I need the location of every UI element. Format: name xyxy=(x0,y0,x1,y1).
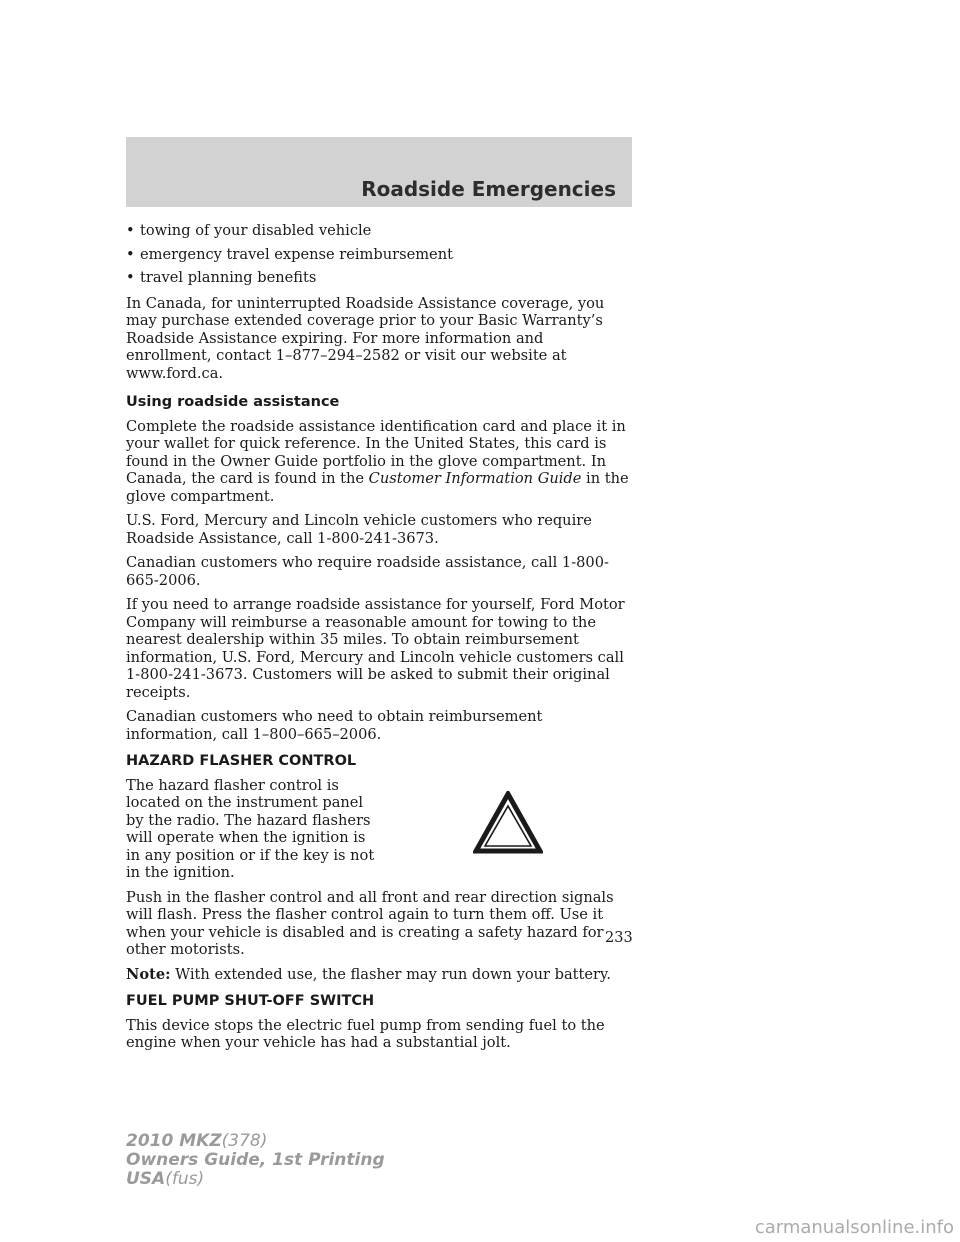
reimbursement-paragraph: If you need to arrange roadside assistance for yourself, Ford Motor Company will reimburse a reasonable amount for towing to the nearest dealership within 35 miles. To obtain reimbursement information, U.S. Ford, Mercury and Lincoln vehicle customers call 1-800-241-3673. Customers will be asked to submit their original receipts. xyxy=(126,596,625,701)
benefits-list xyxy=(126,222,632,287)
footer-model: 2010 MKZ xyxy=(126,1131,222,1151)
hazard-triangle-icon xyxy=(473,791,543,855)
hazard-note xyxy=(126,966,632,984)
footer-region-code: (fus) xyxy=(165,1169,205,1189)
fuel-pump-paragraph: This device stops the electric fuel pump from sending fuel to the engine when your vehicle has had a substantial jolt. xyxy=(126,1016,605,1051)
canada-coverage-paragraph: In Canada, for uninterrupted Roadside Assistance coverage, you may purchase extended coverage prior to your Basic Warranty’s Roadside Assistance expiring. For more information and enrollment, contact 1–877–294–2582 or visit our website at www.ford.ca. xyxy=(126,294,605,382)
hazard-flasher-heading: HAZARD FLASHER CONTROL xyxy=(126,753,357,769)
hazard-usage-paragraph: Push in the flasher control and all front and rear direction signals will flash. Press the flasher control again to turn them off. Use it when your vehicle is disabled and is creating a safety hazard for other motorists. xyxy=(126,888,614,958)
customer-info-guide-title: Customer Information Guide xyxy=(368,470,582,487)
list-item: • towing of your disabled vehicle xyxy=(126,222,632,240)
document-footer xyxy=(126,1132,385,1189)
canada-assistance-paragraph: Canadian customers who require roadside assistance, call 1-800-665-2006. xyxy=(126,554,609,589)
section-header-bar xyxy=(126,137,632,207)
page-content xyxy=(126,222,632,1059)
id-card-text-end: in the glove compartment. xyxy=(126,470,629,505)
section-title: Roadside Emergencies xyxy=(361,177,616,201)
page-number: 233 xyxy=(605,930,633,946)
footer-region: USA xyxy=(126,1169,166,1189)
hazard-figure xyxy=(384,777,632,855)
us-assistance-paragraph: U.S. Ford, Mercury and Lincoln vehicle customers who require Roadside Assistance, call 1-800-241-3673. xyxy=(126,512,592,547)
hazard-section xyxy=(126,777,632,882)
footer-line-model xyxy=(126,1132,385,1151)
footer-line-printing: Owners Guide, 1st Printing xyxy=(126,1150,385,1170)
list-item: • travel planning benefits xyxy=(126,269,632,287)
id-card-paragraph xyxy=(126,418,632,506)
list-item: • emergency travel expense reimbursement xyxy=(126,246,632,264)
fuel-pump-heading: FUEL PUMP SHUT-OFF SWITCH xyxy=(126,993,375,1009)
note-text: With extended use, the flasher may run down your battery. xyxy=(170,965,611,983)
watermark: carmanualsonline.info xyxy=(754,1217,954,1238)
hazard-location-paragraph: The hazard flasher control is located on the instrument panel by the radio. The hazard flashers will operate when the ignition is in any position or if the key is not in the ignition. xyxy=(126,776,375,881)
id-card-text: Complete the roadside assistance identification card and place it in your wallet for quick reference. In the United States, this card is found in the Owner Guide portfolio in the glove compartment. In Canada, the card is found in the xyxy=(126,417,626,487)
footer-model-code: (378) xyxy=(221,1131,268,1151)
footer-line-region xyxy=(126,1170,385,1189)
note-label: Note: xyxy=(126,965,171,983)
canada-reimbursement-paragraph: Canadian customers who need to obtain reimbursement information, call 1–800–665–2006. xyxy=(126,708,543,743)
using-roadside-heading: Using roadside assistance xyxy=(126,394,340,410)
